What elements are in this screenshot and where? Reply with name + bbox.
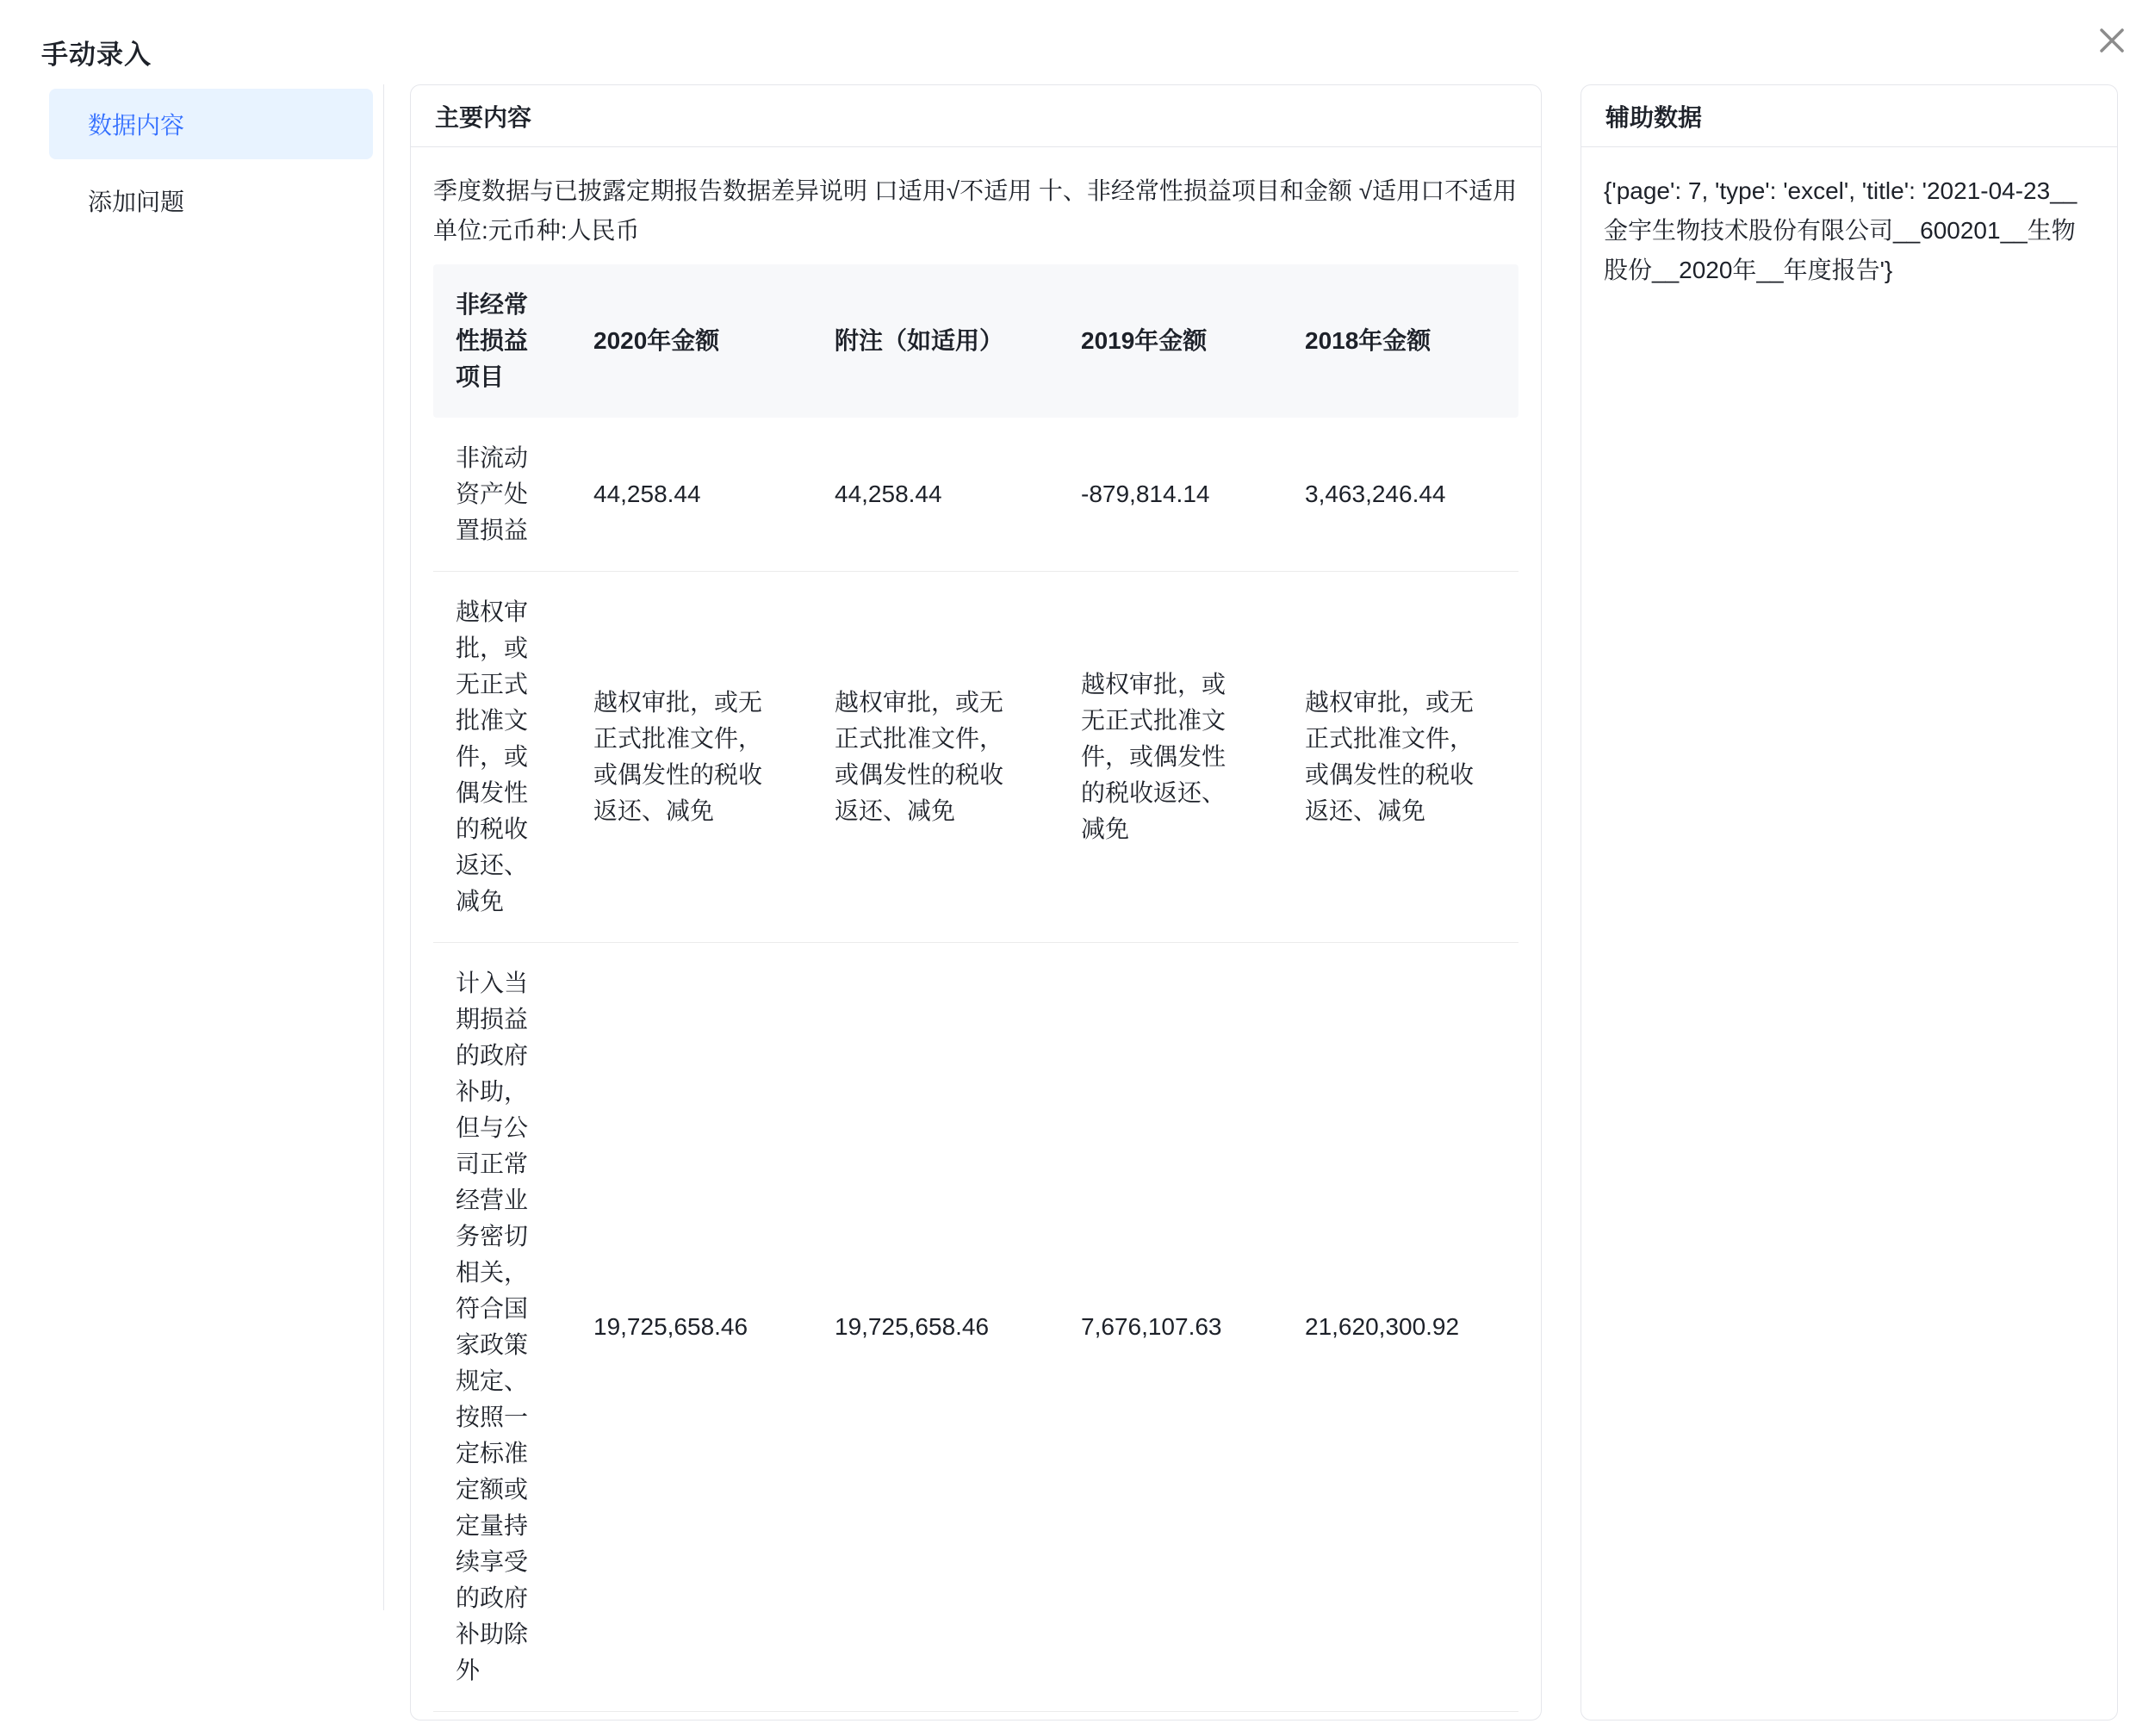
cell-note: 越权审批，或无正式批准文件，或偶发性的税收返还、减免 [835, 689, 1004, 824]
page-title: 手动录入 [41, 40, 152, 70]
aux-metadata-text: {'page': 7, 'type': 'excel', 'title': '2021-04-23__金宇生物技术股份有限公司__600201__生物股份__2020年__年度报告'} [1604, 177, 2077, 283]
aux-panel-header [1581, 85, 2117, 147]
column-header-2018: 2018年金额 [1282, 264, 1518, 418]
table-row [433, 418, 1518, 572]
column-header-2020: 2020年金额 [571, 264, 812, 418]
sidebar-item-label: 添加问题 [88, 189, 185, 215]
column-header-note: 附注（如适用） [812, 264, 1059, 418]
table-row [433, 572, 1518, 943]
cell-amount-2019: -879,814.14 [1081, 480, 1210, 507]
sidebar-divider [383, 84, 384, 1610]
cell-note: 19,725,658.46 [835, 1313, 990, 1340]
main-panel-header [411, 85, 1541, 147]
close-icon [2096, 25, 2127, 56]
cell-note: 44,258.44 [835, 480, 942, 507]
cell-amount-2018: 3,463,246.44 [1305, 480, 1446, 507]
sidebar-item-add-question[interactable] [49, 165, 373, 236]
cell-item-name: 计入当期损益的政府补助，但与公司正常经营业务密切相关，符合国家政策规定、按照一定标准定额或定量持续享受的政府补助除外 [456, 970, 529, 1683]
column-header-item: 非经常性损益项目 [433, 264, 571, 418]
cell-item-name: 越权审批，或无正式批准文件，或偶发性的税收返还、减免 [456, 598, 529, 914]
cell-amount-2020: 19,725,658.46 [593, 1313, 748, 1340]
cell-amount-2018: 21,620,300.92 [1305, 1313, 1460, 1340]
main-content-panel [410, 84, 1542, 1720]
main-panel-title: 主要内容 [435, 103, 532, 131]
main-panel-body [411, 147, 1541, 1736]
sidebar-item-data-content[interactable] [49, 89, 373, 159]
data-table [433, 264, 1518, 1712]
sidebar-item-label: 数据内容 [88, 112, 185, 139]
intro-text: 季度数据与已披露定期报告数据差异说明 口适用√不适用 十、非经常性损益项目和金额 √适用口不适用 单位:元币种:人民币 [433, 177, 1518, 244]
aux-panel-title: 辅助数据 [1605, 103, 1703, 131]
close-button[interactable] [2095, 23, 2129, 58]
sidebar [49, 89, 373, 236]
cell-amount-2019: 7,676,107.63 [1081, 1313, 1222, 1340]
cell-item-name: 非流动资产处置损益 [456, 444, 529, 543]
cell-amount-2020: 越权审批，或无正式批准文件，或偶发性的税收返还、减免 [593, 689, 763, 824]
table-row [433, 943, 1518, 1712]
cell-amount-2018: 越权审批，或无正式批准文件，或偶发性的税收返还、减免 [1305, 689, 1475, 824]
cell-amount-2020: 44,258.44 [593, 480, 701, 507]
column-header-2019: 2019年金额 [1059, 264, 1282, 418]
table-header-row [433, 264, 1518, 418]
auxiliary-data-panel [1581, 84, 2118, 1720]
cell-amount-2019: 越权审批，或无正式批准文件，或偶发性的税收返还、减免 [1081, 671, 1227, 842]
